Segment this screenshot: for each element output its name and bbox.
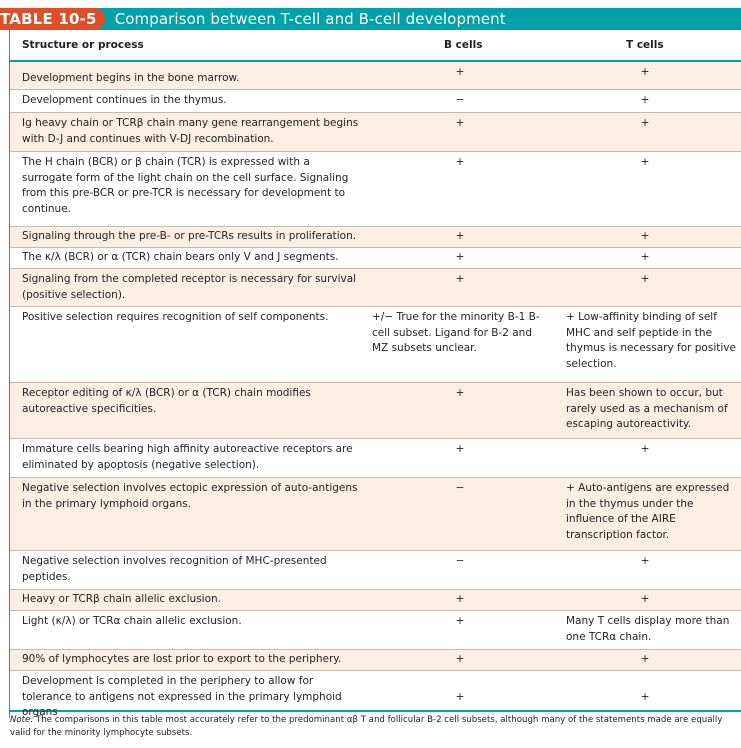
row-process: Negative selection involves recognition of MHC-presented peptides.	[22, 555, 327, 583]
table-header-row	[10, 30, 741, 62]
row-process: Development continues in the thymus.	[22, 94, 227, 106]
row-b-value: +	[455, 691, 465, 703]
row-b-value: +/− True for the minority B-1 B-cell subset. Ligand for B-2 and MZ subsets unclear.	[372, 311, 540, 355]
row-b-value: +	[455, 387, 465, 399]
table-title: Comparison between T-cell and B-cell development	[114, 10, 506, 28]
row-b-value: +	[455, 443, 465, 455]
row-process: The κ/λ (BCR) or α (TCR) chain bears only V and J segments.	[22, 251, 339, 263]
table-row	[10, 90, 741, 113]
row-process: 90% of lymphocytes are lost prior to export to the periphery.	[22, 653, 342, 665]
row-t-value: +	[640, 691, 650, 703]
row-process: The H chain (BCR) or β chain (TCR) is expressed with a surrogate form of the light chain on the cell surface. Signaling from this pre-BCR or pre-TCR is necessary for development to continue.	[22, 156, 349, 215]
row-b-value: −	[455, 482, 465, 494]
row-b-value: +	[455, 156, 465, 168]
row-b-value: +	[455, 66, 465, 78]
table-row	[10, 590, 741, 611]
row-t-value: +	[640, 94, 650, 106]
row-b-value: +	[455, 593, 465, 605]
row-t-value: +	[640, 593, 650, 605]
row-t-value: +	[640, 230, 650, 242]
row-b-value: +	[455, 273, 465, 285]
row-t-value: +	[640, 251, 650, 263]
row-process: Immature cells bearing high affinity autoreactive receptors are eliminated by apoptosis (negative selection).	[22, 443, 353, 471]
table-row	[10, 551, 741, 590]
row-t-value: +	[640, 273, 650, 285]
row-b-value: −	[455, 555, 465, 567]
table-number: TABLE 10-5	[0, 8, 105, 30]
row-process: Light (κ/λ) or TCRα chain allelic exclusion.	[22, 615, 242, 627]
table-row	[10, 383, 741, 439]
row-b-value: +	[455, 653, 465, 665]
row-process: Negative selection involves ectopic expression of auto-antigens in the primary lymphoid organs.	[22, 482, 358, 510]
table-row	[10, 269, 741, 307]
row-process: Ig heavy chain or TCRβ chain many gene rearrangement begins with D-J and continues with V-DJ recombination.	[22, 117, 359, 145]
table-row	[10, 439, 741, 478]
table-title-banner	[0, 8, 741, 30]
row-process: Receptor editing of κ/λ (BCR) or α (TCR) chain modifies autoreactive specificities.	[22, 387, 311, 415]
note-label: Note:	[10, 715, 34, 725]
note-text: The comparisons in this table most accurately refer to the predominant αβ T and follicular B-2 cell subsets, although many of the statements made are equally valid for the minority lymphocyte subsets.	[10, 715, 723, 738]
table-row	[10, 113, 741, 152]
row-process: Heavy or TCRβ chain allelic exclusion.	[22, 593, 221, 605]
row-t-value: +	[640, 653, 650, 665]
table-footnote	[10, 714, 735, 740]
row-t-value: +	[640, 443, 650, 455]
row-process: Development begins in the bone marrow.	[22, 72, 240, 84]
row-t-value: +	[640, 117, 650, 129]
row-b-value: +	[455, 117, 465, 129]
table-row	[10, 248, 741, 269]
row-t-value: +	[640, 156, 650, 168]
table-row	[10, 152, 741, 227]
row-t-value: +	[640, 555, 650, 567]
row-b-value: +	[455, 230, 465, 242]
row-process: Signaling through the pre-B- or pre-TCRs results in proliferation.	[22, 230, 357, 242]
row-process: Signaling from the completed receptor is necessary for survival (positive selection).	[22, 273, 357, 301]
header-t-cells: T cells	[626, 39, 664, 51]
row-process: Positive selection requires recognition of self components.	[22, 311, 329, 323]
table-row	[10, 62, 741, 90]
row-t-value: + Auto-antigens are expressed in the thymus under the influence of the AIRE transcription factor.	[566, 482, 730, 541]
header-structure: Structure or process	[22, 39, 144, 51]
row-t-value: Many T cells display more than one TCRα chain.	[566, 615, 730, 643]
table-row	[10, 671, 741, 719]
table-row	[10, 611, 741, 650]
row-b-value: −	[455, 94, 465, 106]
row-b-value: +	[455, 251, 465, 263]
table-row	[10, 307, 741, 383]
row-t-value: + Low-affinity binding of self MHC and self peptide in the thymus is necessary for positive selection.	[566, 311, 736, 370]
table-row	[10, 227, 741, 248]
header-b-cells: B cells	[444, 39, 483, 51]
row-t-value: Has been shown to occur, but rarely used as a mechanism of escaping autoreactivity.	[566, 387, 728, 431]
row-b-value: +	[455, 615, 465, 627]
table-row	[10, 650, 741, 671]
row-process: Development is completed in the periphery to allow for tolerance to antigens not expressed in the primary lymphoid organs	[22, 675, 342, 719]
row-t-value: +	[640, 66, 650, 78]
table-row	[10, 478, 741, 551]
